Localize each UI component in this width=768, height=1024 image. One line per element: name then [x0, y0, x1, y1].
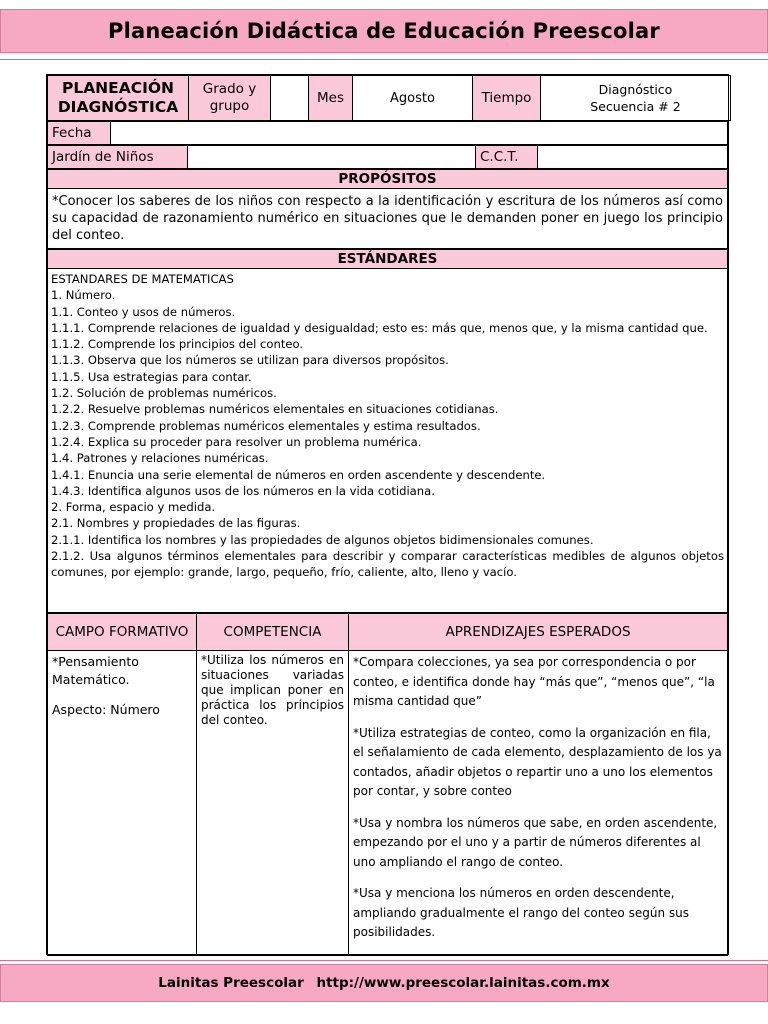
standard-line: 1.2.2. Resuelve problemas numéricos elementales en situaciones cotidianas.: [51, 402, 499, 417]
standard-line: 1. Número.: [51, 288, 116, 303]
cct-value[interactable]: [538, 146, 728, 169]
standard-line: 1.2.3. Comprende problemas numéricos elementales y estima resultados.: [51, 418, 481, 433]
standard-line: 1.2. Solución de problemas numéricos.: [51, 386, 277, 401]
formative-field-cell: [48, 651, 197, 956]
time-value-line1: Diagnóstico: [598, 82, 673, 97]
header-banner: [0, 9, 768, 53]
date-table: [47, 121, 728, 145]
cct-label: C.C.T.: [476, 146, 538, 169]
standard-line: 1.1.5. Usa estrategias para contar.: [51, 369, 252, 384]
formative-field: *Pensamiento Matemático.: [52, 654, 139, 687]
time-value[interactable]: [541, 76, 731, 121]
learning-table: [47, 613, 728, 956]
month-label: Mes: [309, 76, 353, 121]
footer-brand: Lainitas Preescolar: [158, 975, 304, 991]
standard-line: 1.1.1. Comprende relaciones de igualdad y desigualdad; esto es: más que, menos que, y la misma cantidad que.: [51, 320, 708, 335]
standard-line: 1.4.1. Enuncia una serie elemental de números en orden ascendente y descendente.: [51, 467, 546, 482]
grade-label: Grado y grupo: [189, 76, 271, 121]
month-value[interactable]: Agosto: [353, 76, 473, 121]
standard-line: 1.2.4. Explica su proceder para resolver un problema numérica.: [51, 434, 422, 449]
footer-banner: [0, 964, 768, 1002]
learning-cell: [349, 651, 728, 956]
standards-table: [47, 249, 728, 613]
standard-line: 1.4. Patrones y relaciones numéricas.: [51, 451, 269, 466]
footer-text: [154, 975, 613, 991]
footer-divider: [0, 960, 768, 961]
learning-column-header: APRENDIZAJES ESPERADOS: [349, 614, 728, 651]
date-value[interactable]: [111, 122, 728, 145]
standard-line: 2.1. Nombres y propiedades de las figuras.: [51, 516, 301, 531]
header-divider: [0, 59, 768, 60]
field-column-header: CAMPO FORMATIVO: [48, 614, 197, 651]
standard-line: ESTANDARES DE MATEMATICAS: [51, 272, 234, 286]
standard-line: 1.1.3. Observa que los números se utilizan para diversos propósitos.: [51, 353, 449, 368]
footer-url-link[interactable]: http://www.preescolar.lainitas.com.mx: [316, 975, 610, 991]
header-table: [47, 75, 731, 121]
purposes-text: *Conocer los saberes de los niños con respecto a la identificación y escritura de los números así como su capacidad de razonamiento numérico en situaciones que le demanden poner en juego los principio del conteo.: [48, 189, 728, 249]
grade-value[interactable]: [271, 76, 309, 121]
learning-item: *Usa y nombra los números que sabe, en orden ascendente, empezando por el uno y a partir de números diferentes al uno ampliando el rango de conteo.: [353, 815, 718, 869]
time-label: Tiempo: [473, 76, 541, 121]
learning-item: *Compara colecciones, ya sea por correspondencia o por conteo, e identifica donde hay “más que”, “menos que”, “la misma cantidad que”: [353, 655, 715, 708]
learning-item: *Usa y menciona los números en orden descendente, ampliando gradualmente el rango del conteo según sus posibilidades.: [353, 886, 689, 939]
learning-item: *Utiliza estrategias de conteo, como la organización en fila, el señalamiento de cada elemento, desplazamiento de los ya contados, añadir objetos o repartir uno a uno los elementos por contar, y sobre conteo: [353, 725, 722, 798]
purposes-table: [47, 169, 728, 249]
school-label: Jardín de Niños: [48, 146, 188, 169]
aspect: Aspecto: Número: [52, 702, 160, 717]
competence-column-header: COMPETENCIA: [197, 614, 349, 651]
school-value[interactable]: [188, 146, 476, 169]
standards-heading: ESTÁNDARES: [48, 250, 728, 269]
time-value-line2: Secuencia # 2: [590, 99, 681, 114]
standard-line: 1.4.3. Identifica algunos usos de los números en la vida cotidiana.: [51, 483, 435, 498]
standard-line: 1.1.2. Comprende los principios del conteo.: [51, 337, 304, 352]
competence-cell: *Utiliza los números en situaciones variadas que implican poner en práctica los principios del conteo.: [197, 651, 349, 956]
standard-line: 2.1.2. Usa algunos términos elementales para describir y comparar características medibles de algunos objetos comunes, por ejemplo: grande, largo, pequeño, frío, caliente, alto, lleno y vacío.: [51, 549, 724, 580]
page-title: Planeación Didáctica de Educación Preescolar: [108, 19, 660, 43]
purposes-heading: PROPÓSITOS: [48, 170, 728, 189]
planning-type: PLANEACIÓN DIAGNÓSTICA: [48, 76, 189, 121]
standard-line: 2.1.1. Identifica los nombres y las propiedades de algunos objetos bidimensionales comunes.: [51, 532, 594, 547]
standard-line: 1.1. Conteo y usos de números.: [51, 304, 236, 319]
planning-sheet: [46, 74, 729, 955]
standard-line: 2. Forma, espacio y medida.: [51, 500, 216, 515]
date-label: Fecha: [48, 122, 111, 145]
standards-list: [48, 269, 728, 613]
school-table: [47, 145, 728, 169]
